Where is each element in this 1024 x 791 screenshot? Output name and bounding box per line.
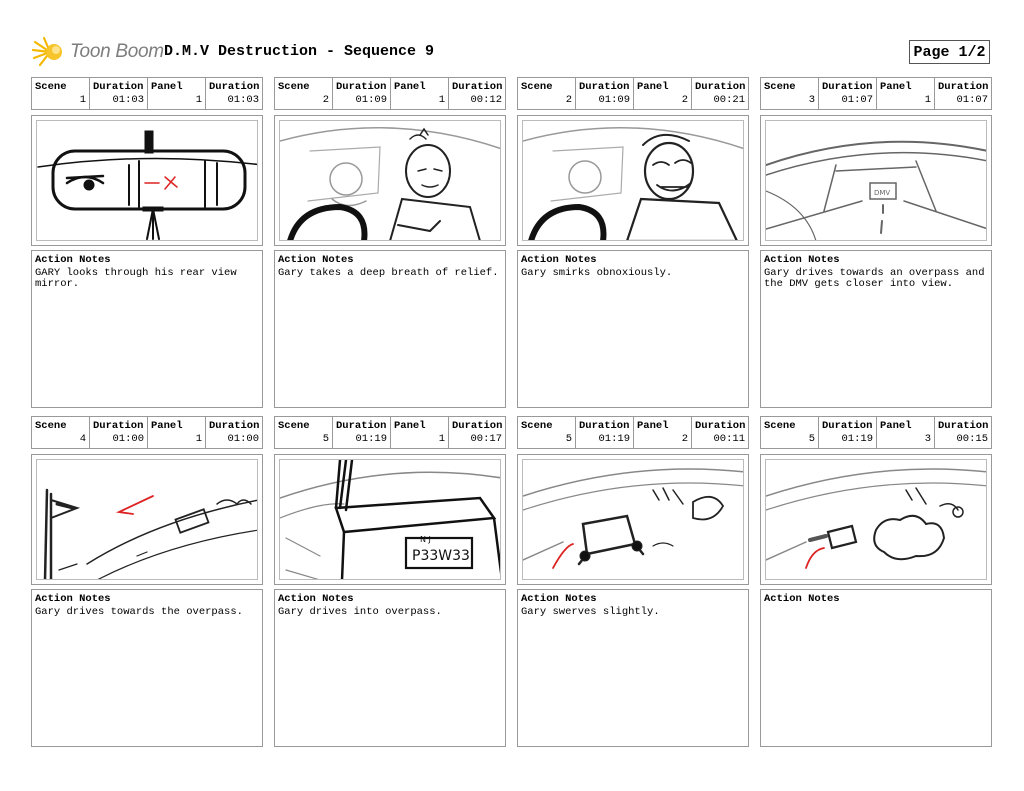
scene-duration: 01:03 [112, 94, 144, 106]
scene-label: Scene [35, 81, 67, 93]
panel-duration: 01:03 [227, 94, 259, 106]
panel-duration: 00:15 [956, 433, 988, 445]
scene-duration: 01:00 [112, 433, 144, 445]
panel-cell [877, 78, 935, 109]
action-notes-text: Gary drives into overpass. [278, 606, 442, 618]
sketch-image [522, 120, 744, 241]
action-notes-text: Gary takes a deep breath of relief. [278, 267, 499, 279]
panel-number: 2 [681, 433, 688, 445]
action-notes-text: Gary drives towards an overpass and the DMV gets closer into view. [764, 267, 991, 290]
scene-number: 5 [808, 433, 815, 445]
scene-duration-cell [333, 78, 391, 109]
scene-number: 5 [565, 433, 572, 445]
scene-cell [518, 78, 576, 109]
panel-duration: 00:21 [713, 94, 745, 106]
panel-cell [148, 417, 206, 448]
scene-label: Scene [764, 81, 796, 93]
duration-label: Duration [695, 81, 746, 93]
action-notes-box [517, 589, 749, 747]
action-notes-box [31, 589, 263, 747]
action-notes-box [517, 250, 749, 408]
panel-duration: 00:12 [470, 94, 502, 106]
panel-number: 1 [438, 433, 445, 445]
scene-label: Scene [278, 81, 310, 93]
sketch-image [765, 120, 987, 241]
panel-label: Panel [637, 420, 669, 432]
duration-label: Duration [579, 81, 630, 93]
panel-header [274, 416, 506, 449]
scene-duration: 01:19 [355, 433, 387, 445]
scene-duration: 01:19 [841, 433, 873, 445]
action-notes-label: Action Notes [521, 593, 597, 605]
scene-duration-cell [90, 417, 148, 448]
scene-duration-cell [576, 417, 634, 448]
action-notes-text: GARY looks through his rear view mirror. [35, 267, 243, 290]
sketch-frame [274, 454, 506, 585]
sketch-image [36, 459, 258, 580]
sketch-image [279, 459, 501, 580]
sketch-image [279, 120, 501, 241]
panel-header [274, 77, 506, 110]
scene-label: Scene [521, 81, 553, 93]
action-notes-box [760, 589, 992, 747]
duration-label: Duration [938, 81, 989, 93]
scene-duration: 01:09 [598, 94, 630, 106]
panel-header [517, 77, 749, 110]
duration-label: Duration [336, 420, 387, 432]
panel-duration-cell [692, 417, 748, 448]
scene-duration-cell [819, 417, 877, 448]
panel-label: Panel [151, 81, 183, 93]
scene-duration: 01:07 [841, 94, 873, 106]
panel-duration-cell [206, 78, 262, 109]
scene-duration-cell [819, 78, 877, 109]
duration-label: Duration [209, 81, 260, 93]
panel-duration: 01:07 [956, 94, 988, 106]
duration-label: Duration [209, 420, 260, 432]
scene-label: Scene [521, 420, 553, 432]
plate-number-text: P33W33 [412, 548, 470, 564]
sketch-frame [517, 454, 749, 585]
panel-label: Panel [637, 81, 669, 93]
panel-cell [148, 78, 206, 109]
duration-label: Duration [695, 420, 746, 432]
panel-number: 3 [924, 433, 931, 445]
sketch-frame [31, 454, 263, 585]
scene-label: Scene [764, 420, 796, 432]
panel-number: 1 [438, 94, 445, 106]
action-notes-label: Action Notes [764, 254, 840, 266]
panel-label: Panel [880, 420, 912, 432]
duration-label: Duration [579, 420, 630, 432]
scene-label: Scene [35, 420, 67, 432]
panel-label: Panel [151, 420, 183, 432]
panel-cell [877, 417, 935, 448]
action-notes-box [274, 250, 506, 408]
panel-duration: 00:17 [470, 433, 502, 445]
panel-header [760, 416, 992, 449]
toon-boom-logo [32, 36, 164, 68]
action-notes-box [760, 250, 992, 408]
scene-duration: 01:09 [355, 94, 387, 106]
panel-cell [391, 417, 449, 448]
panel-duration-cell [935, 78, 991, 109]
document-title: D.M.V Destruction - Sequence 9 [164, 43, 435, 60]
scene-cell [761, 78, 819, 109]
panel-duration-cell [449, 417, 505, 448]
panel-duration-cell [206, 417, 262, 448]
scene-duration-cell [90, 78, 148, 109]
duration-label: Duration [336, 81, 387, 93]
panel-header [31, 77, 263, 110]
duration-label: Duration [93, 81, 144, 93]
plate-state-text: N J [420, 535, 431, 544]
panel-cell [634, 78, 692, 109]
action-notes-label: Action Notes [35, 593, 111, 605]
action-notes-label: Action Notes [278, 593, 354, 605]
scene-cell [761, 417, 819, 448]
starburst-icon [32, 36, 68, 68]
scene-label: Scene [278, 420, 310, 432]
duration-label: Duration [822, 420, 873, 432]
panel-duration-cell [935, 417, 991, 448]
scene-number: 5 [322, 433, 329, 445]
duration-label: Duration [938, 420, 989, 432]
panel-duration-cell [449, 78, 505, 109]
action-notes-label: Action Notes [35, 254, 111, 266]
panel-label: Panel [394, 420, 426, 432]
panel-number: 1 [924, 94, 931, 106]
scene-cell [518, 417, 576, 448]
scene-number: 1 [79, 94, 86, 106]
action-notes-box [274, 589, 506, 747]
duration-label: Duration [452, 420, 503, 432]
sketch-image [765, 459, 987, 580]
panel-duration: 01:00 [227, 433, 259, 445]
action-notes-label: Action Notes [521, 254, 597, 266]
page-number: Page 1/2 [909, 40, 990, 64]
action-notes-text: Gary swerves slightly. [521, 606, 660, 618]
sketch-image [522, 459, 744, 580]
svg-text:DMV: DMV [874, 189, 891, 197]
panel-number: 2 [681, 94, 688, 106]
action-notes-text: Gary drives towards the overpass. [35, 606, 243, 618]
panel-header [760, 77, 992, 110]
scene-cell [32, 78, 90, 109]
panel-number: 1 [195, 94, 202, 106]
scene-number: 4 [79, 433, 86, 445]
duration-label: Duration [93, 420, 144, 432]
scene-cell [32, 417, 90, 448]
panel-duration: 00:11 [713, 433, 745, 445]
duration-label: Duration [452, 81, 503, 93]
panel-header [517, 416, 749, 449]
duration-label: Duration [822, 81, 873, 93]
scene-duration: 01:19 [598, 433, 630, 445]
panel-label: Panel [880, 81, 912, 93]
action-notes-text: Gary smirks obnoxiously. [521, 267, 673, 279]
action-notes-box [31, 250, 263, 408]
panel-duration-cell [692, 78, 748, 109]
scene-cell [275, 78, 333, 109]
sketch-frame [274, 115, 506, 246]
sketch-frame [760, 115, 992, 246]
panel-cell [391, 78, 449, 109]
brand-name: Toon Boom [70, 41, 164, 62]
sketch-frame [760, 454, 992, 585]
scene-duration-cell [576, 78, 634, 109]
action-notes-label: Action Notes [278, 254, 354, 266]
sketch-image [36, 120, 258, 241]
scene-number: 3 [808, 94, 815, 106]
panel-number: 1 [195, 433, 202, 445]
scene-number: 2 [322, 94, 329, 106]
scene-cell [275, 417, 333, 448]
action-notes-label: Action Notes [764, 593, 840, 605]
scene-number: 2 [565, 94, 572, 106]
scene-duration-cell [333, 417, 391, 448]
panel-label: Panel [394, 81, 426, 93]
sketch-frame [31, 115, 263, 246]
panel-cell [634, 417, 692, 448]
panel-header [31, 416, 263, 449]
sketch-frame [517, 115, 749, 246]
